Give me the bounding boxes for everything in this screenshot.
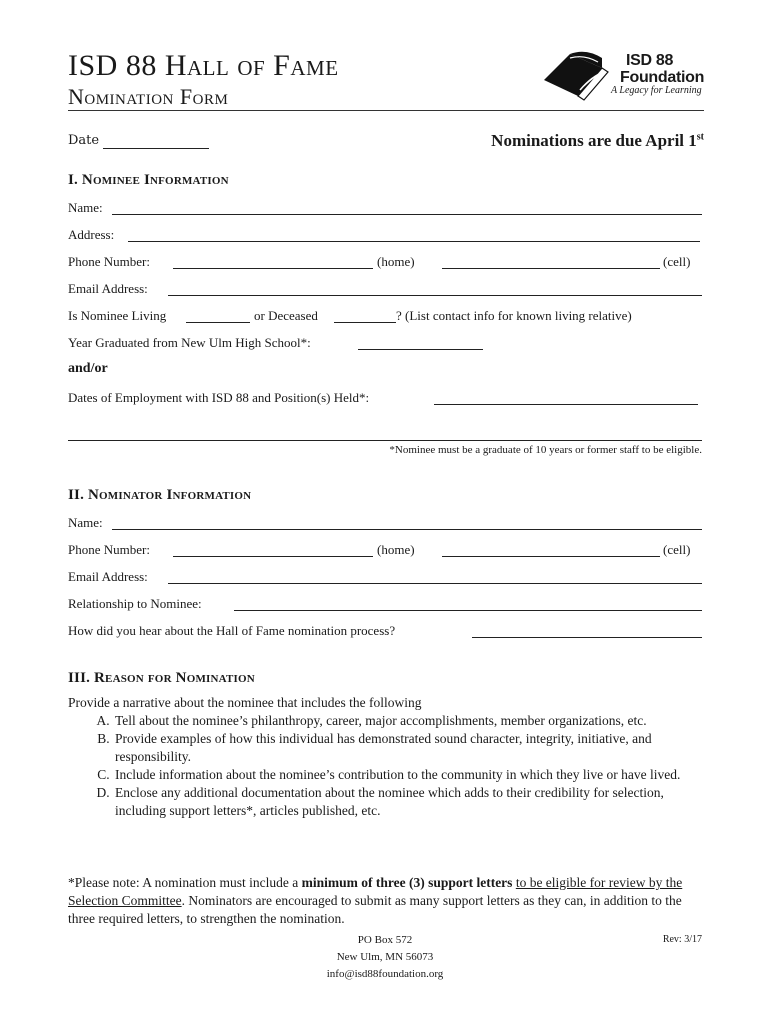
nominee-employment-field[interactable] bbox=[434, 404, 698, 405]
list-item: A. Tell about the nominee’s philanthropy, career, major accomplishments, member organizations, etc. bbox=[113, 712, 708, 730]
nominee-name-row bbox=[68, 198, 702, 216]
date-label: Date bbox=[68, 133, 100, 148]
section-reason-heading: III. Reason for Nomination bbox=[68, 670, 255, 686]
nominee-email-label: Email Address: bbox=[68, 281, 148, 296]
nominee-deceased-label: or Deceased bbox=[254, 308, 318, 323]
form-subtitle: Nomination Form bbox=[68, 84, 229, 109]
nominator-phone-label: Phone Number: bbox=[68, 542, 150, 557]
list-item: B. Provide examples of how this individual has demonstrated sound character, integrity, initiative, and responsibility. bbox=[113, 730, 708, 766]
due-text: Nominations are due April 1 bbox=[491, 131, 697, 150]
note-suffix: . Nominators are encouraged to submit as many support letters as they can, in addition to the three required letters, to strengthen the nomination. bbox=[68, 893, 682, 926]
footer-email: info@isd88foundation.org bbox=[326, 968, 444, 980]
nominee-employment-row bbox=[68, 388, 702, 406]
nominee-living-field[interactable] bbox=[186, 322, 250, 323]
nominator-name-field[interactable] bbox=[112, 529, 702, 530]
nominator-heard-label: How did you hear about the Hall of Fame nomination process? bbox=[68, 623, 396, 638]
due-superscript: st bbox=[696, 131, 704, 143]
nominator-relationship-row bbox=[68, 594, 702, 612]
logo-name-line2: Foundation bbox=[620, 69, 705, 86]
nominator-cell-label: (cell) bbox=[663, 542, 691, 557]
footer-address bbox=[0, 932, 770, 983]
and-or-text: and/or bbox=[68, 361, 108, 376]
logo-name bbox=[620, 52, 704, 86]
nominator-email-label: Email Address: bbox=[68, 569, 148, 584]
nominee-address-row bbox=[68, 225, 702, 243]
nominator-name-label: Name: bbox=[68, 515, 103, 530]
revision-label: Rev: 3/17 bbox=[662, 934, 702, 945]
form-title: ISD 88 Hall of Fame bbox=[68, 49, 339, 82]
list-item: C. Include information about the nominee’s contribution to the community in which they live or have lived. bbox=[113, 766, 708, 784]
nominee-cell-phone-field[interactable] bbox=[442, 268, 660, 269]
nominee-deceased-note: ? (List contact info for known living relative) bbox=[396, 308, 632, 323]
note-underline: to be eligible for review by the Selection Committee bbox=[68, 875, 683, 908]
logo-tagline: A Legacy for Learning bbox=[611, 85, 702, 96]
narrative-instructions bbox=[68, 694, 708, 820]
nominee-living-row bbox=[68, 306, 702, 324]
nominator-name-row bbox=[68, 513, 702, 531]
nominee-deceased-field[interactable] bbox=[334, 322, 396, 323]
eligibility-footnote: *Nominee must be a graduate of 10 years or former staff to be eligible. bbox=[389, 444, 702, 456]
nominee-home-label: (home) bbox=[377, 254, 415, 269]
nominee-year-label: Year Graduated from New Ulm High School*: bbox=[68, 335, 311, 350]
section-nominator-heading: II. Nominator Information bbox=[68, 487, 252, 503]
nominee-email-field[interactable] bbox=[168, 295, 702, 296]
nominator-home-label: (home) bbox=[377, 542, 415, 557]
nominee-year-field[interactable] bbox=[358, 349, 483, 350]
due-date-notice bbox=[491, 131, 704, 151]
nominee-phone-label: Phone Number: bbox=[68, 254, 150, 269]
nominator-relationship-label: Relationship to Nominee: bbox=[68, 596, 202, 611]
logo-name-line1: ISD 88 bbox=[626, 52, 674, 69]
narrative-list bbox=[68, 712, 708, 820]
narrative-intro: Provide a narrative about the nominee that includes the following bbox=[68, 695, 422, 710]
nominee-phone-row bbox=[68, 252, 702, 270]
nominee-name-field[interactable] bbox=[112, 214, 702, 215]
date-field[interactable] bbox=[103, 148, 209, 149]
support-letters-note bbox=[68, 874, 708, 928]
nominee-employment-field-line2[interactable] bbox=[68, 440, 702, 441]
nominee-year-row bbox=[68, 333, 702, 351]
nominee-address-label: Address: bbox=[68, 227, 115, 242]
note-prefix: *Please note: A nomination must include a bbox=[68, 875, 302, 890]
nominator-cell-phone-field[interactable] bbox=[442, 556, 660, 557]
nominator-email-field[interactable] bbox=[168, 583, 702, 584]
nominee-living-label: Is Nominee Living bbox=[68, 308, 167, 323]
nominator-heard-row bbox=[68, 621, 702, 639]
footer-po-box: PO Box 572 bbox=[357, 934, 413, 946]
header-divider bbox=[68, 110, 704, 111]
nominee-cell-label: (cell) bbox=[663, 254, 691, 269]
nominee-address-field[interactable] bbox=[128, 241, 700, 242]
nominee-home-phone-field[interactable] bbox=[173, 268, 373, 269]
nominator-heard-field[interactable] bbox=[472, 637, 702, 638]
nominee-email-row bbox=[68, 279, 702, 297]
note-bold: minimum of three (3) support letters bbox=[301, 875, 513, 890]
nominator-phone-row bbox=[68, 540, 702, 558]
nominator-home-phone-field[interactable] bbox=[173, 556, 373, 557]
footer-city: New Ulm, MN 56073 bbox=[336, 951, 434, 963]
list-item: D. Enclose any additional documentation about the nominee which adds to their credibility for selection, including support letters*, articles published, etc. bbox=[113, 784, 708, 820]
nominee-name-label: Name: bbox=[68, 200, 103, 215]
nominator-email-row bbox=[68, 567, 702, 585]
nominee-employment-label: Dates of Employment with ISD 88 and Position(s) Held*: bbox=[68, 390, 370, 405]
section-nominee-heading: I. Nominee Information bbox=[68, 172, 229, 188]
nominator-relationship-field[interactable] bbox=[234, 610, 702, 611]
